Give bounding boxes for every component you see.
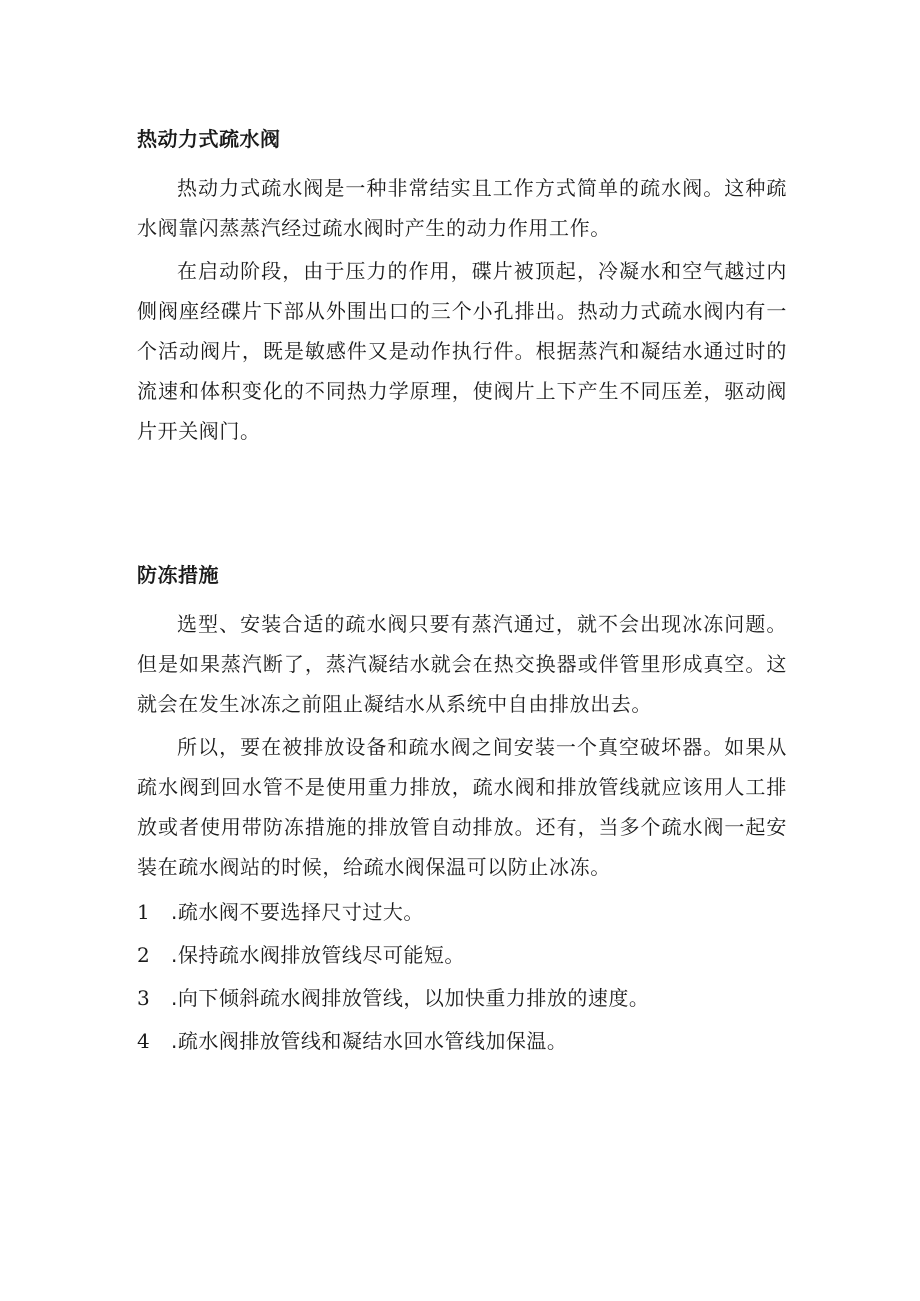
list-item	[137, 891, 787, 934]
list-item-text: .保持疏水阀排放管线尽可能短。	[171, 943, 465, 967]
list-item	[137, 977, 787, 1020]
list-item-number: 2	[137, 943, 151, 967]
list-item-text: .疏水阀不要选择尺寸过大。	[171, 900, 424, 924]
section-thermodynamic-trap	[137, 124, 787, 454]
measures-list	[137, 891, 787, 1063]
paragraph: 所以，要在被排放设备和疏水阀之间安装一个真空破坏器。如果从疏水阀到回水管不是使用重力排放，疏水阀和排放管线就应该用人工排放或者使用带防冻措施的排放管自动排放。还有，当多个疏水阀一起安装在疏水阀站的时候，给疏水阀保温可以防止冰冻。	[137, 735, 787, 879]
section-antifreeze-measures	[137, 560, 787, 1063]
list-item-number: 1	[137, 900, 151, 924]
paragraph: 选型、安装合适的疏水阀只要有蒸汽通过，就不会出现冰冻问题。但是如果蒸汽断了，蒸汽凝结水就会在热交换器或伴管里形成真空。这就会在发生冰冻之前阻止凝结水从系统中自由排放出去。	[137, 612, 787, 716]
paragraph: 热动力式疏水阀是一种非常结实且工作方式简单的疏水阀。这种疏水阀靠闪蒸蒸汽经过疏水阀时产生的动力作用工作。	[137, 176, 787, 240]
paragraph: 在启动阶段，由于压力的作用，碟片被顶起，冷凝水和空气越过内侧阀座经碟片下部从外围出口的三个小孔排出。热动力式疏水阀内有一个活动阀片，既是敏感件又是动作执行件。根据蒸汽和凝结水通过时的流速和体积变化的不同热力学原理，使阀片上下产生不同压差，驱动阀片开关阀门。	[137, 259, 787, 443]
list-item-number: 3	[137, 986, 151, 1010]
section-heading: 防冻措施	[137, 563, 219, 587]
section-heading: 热动力式疏水阀	[137, 127, 281, 151]
list-item-text: .向下倾斜疏水阀排放管线，以加快重力排放的速度。	[171, 986, 650, 1010]
list-item-number: 4	[137, 1029, 151, 1053]
list-item	[137, 1020, 787, 1063]
list-item	[137, 934, 787, 977]
list-item-text: .疏水阀排放管线和凝结水回水管线加保温。	[171, 1029, 568, 1053]
